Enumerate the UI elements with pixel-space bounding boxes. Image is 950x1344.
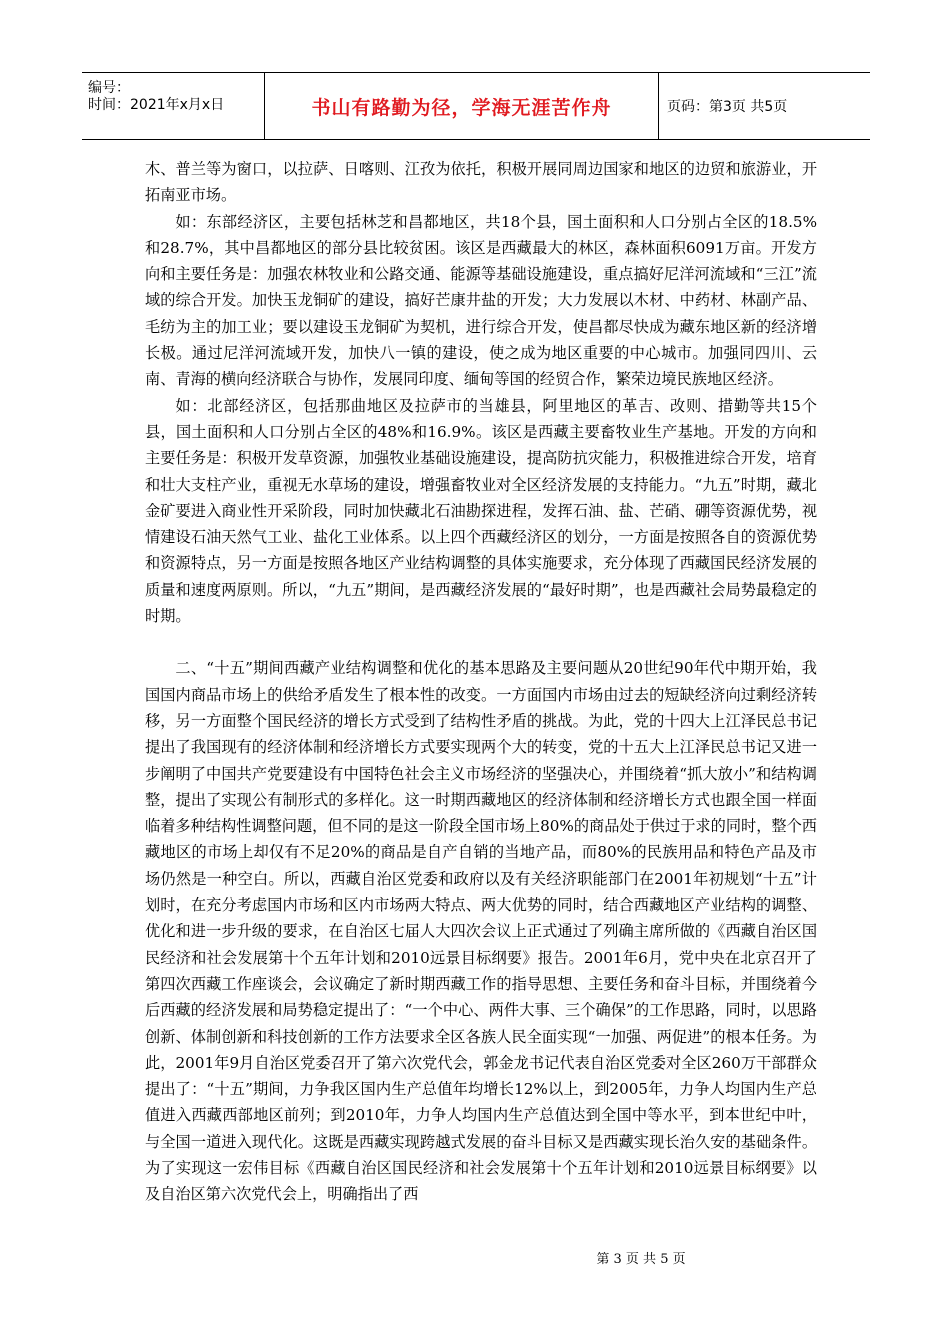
paragraph-2: 如：东部经济区，主要包括林芝和昌都地区，共18个县，国土面积和人口分别占全区的18.5%和28.7%，其中昌都地区的部分县比较贫困。该区是西藏最大的林区，森林面积6091万亩。开发方向和主要任务是：加强农林牧业和公路交通、能源等基础设施建设，重点搞好尼洋河流域和“三江”流域的综合开发。加快玉龙铜矿的建设，搞好芒康井盐的开发；大力发展以木材、中药材、林副产品、毛纺为主的加工业；要以建设玉龙铜矿为契机，进行综合开发，使昌都尽快成为藏东地区新的经济增长极。通过尼洋河流域开发，加快八一镇的建设，使之成为地区重要的中心城市。加强同四川、云南、青海的横向经济联合与协作，发展同印度、缅甸等国的经贸合作，繁荣边境民族地区经济。 <box>145 212 817 389</box>
header-info-cell <box>82 73 265 139</box>
header-page-cell <box>659 73 870 139</box>
paragraph-3: 如：北部经济区，包括那曲地区及拉萨市的当雄县，阿里地区的革吉、改则、措勤等共15个县，国土面积和人口分别占全区的48%和16.9%。该区是西藏主要畜牧业生产基地。开发的方向和主要任务是：积极开发草资源，加强牧业基础设施建设，提高防抗灾能力，积极推进综合开发，培育和壮大支柱产业，重视无水草场的建设，增强畜牧业对全区经济发展的支持能力。“九五”时期，藏北金矿要进入商业性开采阶段，同时加快藏北石油勘探进程，发挥石油、盐、芒硝、硼等资源优势，视情建设石油天然气工业、盐化工业体系。以上四个西藏经济区的划分，一方面是按照各自的资源优势和资源特点，另一方面是按照各地区产业结构调整的具体实施要求，充分体现了西藏国民经济发展的质量和速度两原则。所以，“九五”期间，是西藏经济发展的“最好时期”，也是西藏社会局势最稳定的时期。 <box>145 396 817 626</box>
motto: 书山有路勤为径，学海无涯苦作舟 <box>311 96 612 119</box>
page-footer <box>0 1248 950 1267</box>
paragraph-1: 木、普兰等为窗口，以拉萨、日喀则、江孜为依托，积极开展同周边国家和地区的边贸和旅游业，开拓南亚市场。 <box>145 160 817 205</box>
number-label: 编号： <box>88 80 130 96</box>
date-label: 时间：2021年x月x日 <box>88 97 225 113</box>
paragraph-gap <box>145 629 817 655</box>
paragraph-4: 二、“十五”期间西藏产业结构调整和优化的基本思路及主要问题从20世纪90年代中期开始，我国国内商品市场上的供给矛盾发生了根本性的改变。一方面国内市场由过去的短缺经济向过剩经济转移，另一方面整个国民经济的增长方式受到了结构性矛盾的挑战。为此，党的十四大上江泽民总书记提出了我国现有的经济体制和经济增长方式要实现两个大的转变，党的十五大上江泽民总书记又进一步阐明了中国共产党要建设有中国特色社会主义市场经济的坚强决心，并围绕着“抓大放小”和结构调整，提出了实现公有制形式的多样化。这一时期西藏地区的经济体制和经济增长方式也跟全国一样面临着多种结构性调整问题，但不同的是这一阶段全国市场上80%的商品处于供过于求的同时，整个西藏地区的市场上却仅有不足20%的商品是自产自销的当地产品，而80%的民族用品和特色产品及市场仍然是一种空白。所以，西藏自治区党委和政府以及有关经济职能部门在2001年初规划“十五”计划时，在充分考虑国内市场和区内市场两大特点、两大优势的同时，结合西藏地区产业结构的调整、优化和进一步升级的要求，在自治区七届人大四次会议上正式通过了列确主席所做的《西藏自治区国民经济和社会发展第十个五年计划和2010远景目标纲要》报告。2001年6月，党中央在北京召开了第四次西藏工作座谈会，会议确定了新时期西藏工作的指导思想、主要任务和奋斗目标，并围绕着今后西藏的经济发展和局势稳定提出了：“一个中心、两件大事、三个确保”的工作思路，同时，以思路创新、体制创新和科技创新的工作方法要求全区各族人民全面实现“一加强、两促进”的根本任务。为此，2001年9月自治区党委召开了第六次党代会，郭金龙书记代表自治区党委对全区260万干部群众提出了：“十五”期间，力争我区国内生产总值年均增长12%以上，到2005年，力争人均国内生产总值进入西藏西部地区前列；到2010年，力争人均国内生产总值达到全国中等水平，到本世纪中叶，与全国一道进入现代化。这既是西藏实现跨越式发展的奋斗目标又是西藏实现长治久安的基础条件。为了实现这一宏伟目标《西藏自治区国民经济和社会发展第十个五年计划和2010远景目标纲要》以及自治区第六次党代会上，明确指出了西 <box>145 659 817 1204</box>
footer-page-number: 第 3 页 共 5 页 <box>596 1252 686 1267</box>
document-body <box>145 156 817 1208</box>
document-header <box>82 72 870 140</box>
page-label: 页码：第3页 共5页 <box>667 99 788 115</box>
header-motto-cell <box>265 73 659 139</box>
